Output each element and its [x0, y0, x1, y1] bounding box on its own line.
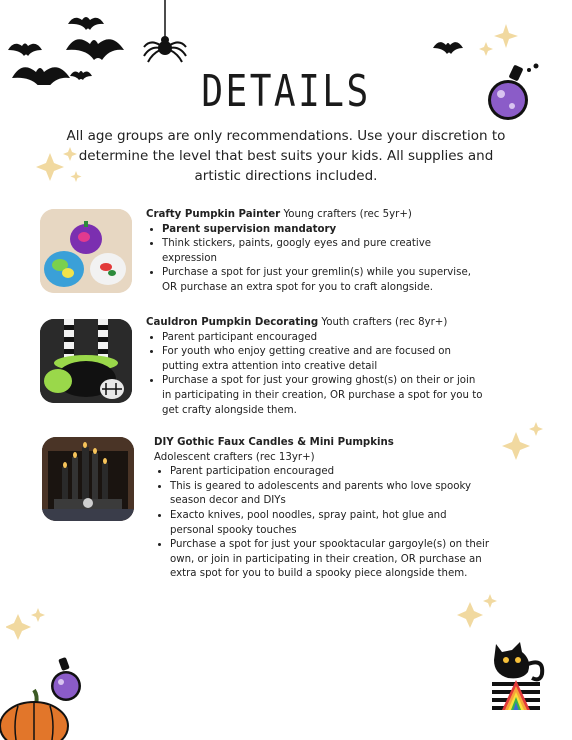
sparkle-icon: [6, 606, 56, 646]
spider-icon: [140, 0, 190, 70]
sparkle-icon: [476, 22, 526, 62]
activity-name: Crafty Pumpkin Painter: [146, 209, 281, 220]
pumpkin-photo: [40, 209, 132, 293]
activity-name: DIY Gothic Faux Candles & Mini Pumpkins: [154, 437, 394, 448]
list-item: • Purchase a spot for just your gremlin(s) while you supervise, OR purchase an extra spot for you to craft alongside.: [162, 266, 486, 295]
list-item: • Purchase a spot for just your spooktacular gargoyle(s) on their own, or join in participating in their creation, OR purchase an extra spot for you to build a spooky piece alongside them.: [170, 538, 490, 582]
list-item: • Purchase a spot for just your growing ghost(s) on their or join in participating in their creation, OR purchase a spot for you to get crafty alongside them.: [162, 374, 486, 418]
bat-icon: [432, 40, 466, 60]
list-item: • For youth who enjoy getting creative and are focused on putting extra attention into creative detail: [162, 345, 486, 374]
list-item: • Exacto knives, pool noodles, spray paint, hot glue and personal spooky touches: [170, 509, 490, 538]
activity-audience: Adolescent crafters (rec 13yr+): [154, 451, 315, 463]
cauldron-photo: [40, 319, 132, 403]
list-item: • This is geared to adolescents and parents who love spooky season decor and DIYs: [170, 480, 490, 509]
page-title: DETAILS: [201, 66, 371, 117]
candles-photo: [42, 437, 134, 521]
activity-audience: Youth crafters (rec 8yr+): [321, 317, 448, 328]
list-item: • Parent participation encouraged: [170, 465, 490, 480]
black-cat-icon: [488, 634, 548, 718]
list-item: • Think stickers, paints, googly eyes and pure creative expression: [162, 237, 486, 266]
pumpkin-icon: [0, 688, 70, 740]
activity-audience: Young crafters (rec 5yr+): [283, 209, 412, 220]
list-item: • Parent supervision mandatory: [162, 223, 486, 238]
sparkle-icon: [500, 418, 550, 463]
sparkle-icon: [456, 592, 506, 632]
activity-name: Cauldron Pumpkin Decorating: [146, 317, 319, 328]
list-item: • Parent participant encouraged: [162, 331, 486, 346]
intro-text: All age groups are only recommendations. Use your discretion to determine the level that best suits your kids. All supplies and artistic directions included.: [66, 128, 506, 184]
